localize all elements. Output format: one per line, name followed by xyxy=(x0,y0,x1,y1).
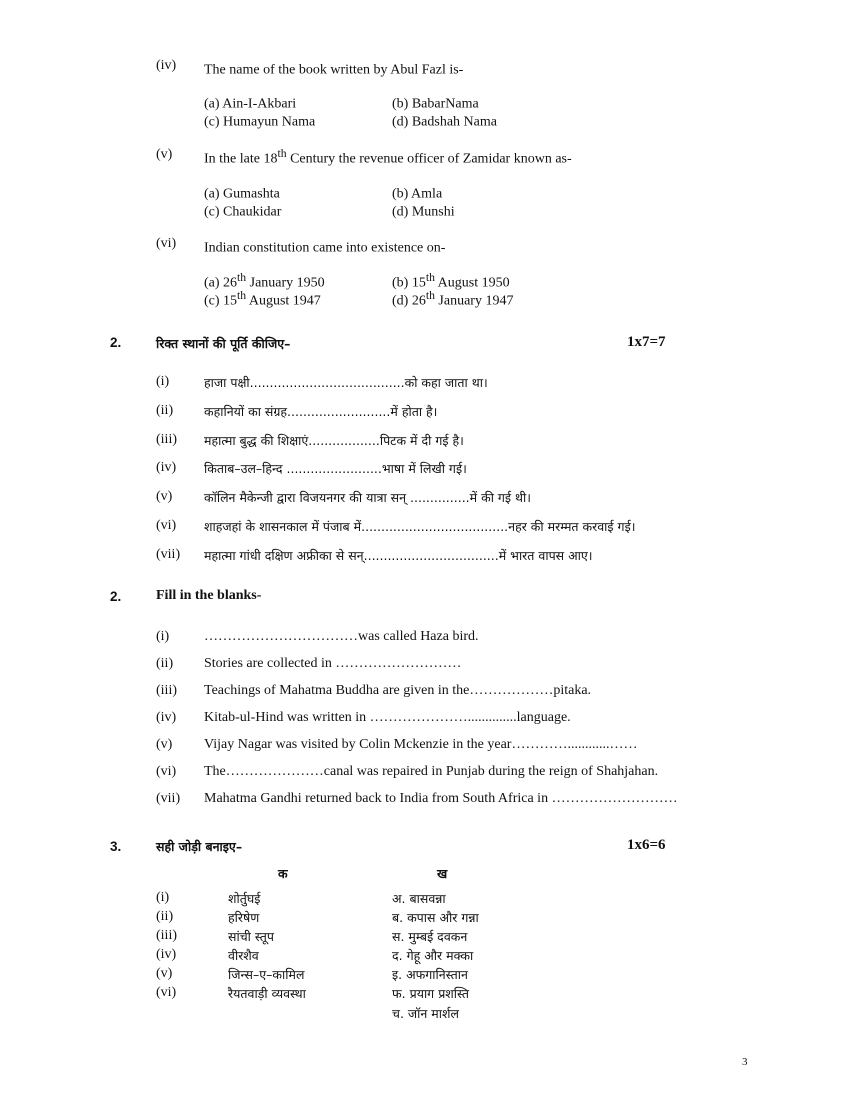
left-item: वीरशैव xyxy=(228,948,259,963)
row-number: (ii) xyxy=(156,909,174,924)
list-item-number: (iii) xyxy=(156,683,177,698)
section-title: रिक्त स्थानों की पूर्ति कीजिए– xyxy=(156,336,291,351)
right-item: द. गेहू और मक्का xyxy=(392,948,474,963)
option-b: (b) Amla xyxy=(392,186,443,202)
list-item: The…………………canal was repaired in Punjab during the reign of Shahjahan. xyxy=(204,764,659,779)
question-text: In the late 18th Century the revenue officer of Zamidar known as- xyxy=(204,147,572,167)
list-item: ……………………………was called Haza bird. xyxy=(204,629,479,644)
section-marks: 1x6=6 xyxy=(627,837,666,853)
question-number: (v) xyxy=(156,147,173,162)
page-number: 3 xyxy=(742,1056,748,1068)
option-b: (b) 15th August 1950 xyxy=(392,271,510,291)
left-item: शोर्तुघई xyxy=(228,891,261,906)
option-c: (c) Chaukidar xyxy=(204,204,282,220)
right-item: फ. प्रयाग प्रशस्ति xyxy=(392,986,470,1001)
question-number: (vi) xyxy=(156,236,177,251)
section-title: सही जोड़ी बनाइए– xyxy=(156,839,243,854)
list-item-number: (iv) xyxy=(156,460,177,475)
option-d: (d) Munshi xyxy=(392,204,455,220)
option-c: (c) Humayun Nama xyxy=(204,114,316,130)
row-number: (iii) xyxy=(156,928,177,943)
right-item: अ. बासवन्ना xyxy=(392,891,446,906)
option-a: (a) Gumashta xyxy=(204,186,280,202)
list-item: Teachings of Mahatma Buddha are given in the………………pitaka. xyxy=(204,683,592,698)
section-number: 2. xyxy=(110,589,122,604)
list-item: Kitab-ul-Hind was written in …………………..............language. xyxy=(204,710,571,725)
left-item: सांची स्तूप xyxy=(228,929,274,944)
option-c: (c) 15th August 1947 xyxy=(204,289,321,309)
left-item: हरिषेण xyxy=(228,910,260,925)
option-d: (d) 26th January 1947 xyxy=(392,289,514,309)
list-item: शाहजहां के शासनकाल में पंजाब में.....................................नहर की मरम्मत करवाई गई। xyxy=(204,519,636,534)
column-header-b: ख xyxy=(437,866,448,881)
list-item: Mahatma Gandhi returned back to India from South Africa in ……………………… xyxy=(204,791,678,806)
option-a: (a) Ain-I-Akbari xyxy=(204,96,297,112)
right-item: च. जॉन मार्शल xyxy=(392,1006,459,1021)
right-item: इ. अफगानिस्तान xyxy=(392,967,468,982)
list-item-number: (ii) xyxy=(156,403,174,418)
section-number: 3. xyxy=(110,839,122,854)
option-d: (d) Badshah Nama xyxy=(392,114,497,130)
section-title: Fill in the blanks- xyxy=(156,588,262,603)
list-item: कॉलिन मैकेन्जी द्वारा विजयनगर की यात्रा सन् ...............में की गई थी। xyxy=(204,490,532,505)
section-marks: 1x7=7 xyxy=(627,334,666,350)
list-item-number: (vi) xyxy=(156,518,177,533)
row-number: (i) xyxy=(156,890,170,905)
list-item-number: (vii) xyxy=(156,791,181,806)
list-item-number: (iii) xyxy=(156,432,177,447)
list-item-number: (vi) xyxy=(156,764,177,779)
left-item: जिन्स–ए–कामिल xyxy=(228,967,305,982)
list-item: कहानियों का संग्रह..........................में होता है। xyxy=(204,404,438,419)
right-item: ब. कपास और गन्ना xyxy=(392,910,479,925)
right-item: स. मुम्बई दवकन xyxy=(392,929,468,944)
list-item-number: (v) xyxy=(156,489,173,504)
row-number: (v) xyxy=(156,966,173,981)
list-item-number: (ii) xyxy=(156,656,174,671)
row-number: (iv) xyxy=(156,947,177,962)
list-item: Vijay Nagar was visited by Colin Mckenzie in the year…………............…… xyxy=(204,737,638,752)
list-item-number: (v) xyxy=(156,737,173,752)
question-number: (iv) xyxy=(156,58,177,73)
list-item: महात्मा बुद्ध की शिक्षाएं..................पिटक में दी गई है। xyxy=(204,433,464,448)
list-item: किताब–उल–हिन्द ........................भाषा में लिखी गई। xyxy=(204,461,467,476)
left-item: रैयतवाड़ी व्यवस्था xyxy=(228,986,306,1001)
list-item-number: (iv) xyxy=(156,710,177,725)
question-text: Indian constitution came into existence on- xyxy=(204,240,446,256)
list-item-number: (vii) xyxy=(156,547,181,562)
section-number: 2. xyxy=(110,335,122,350)
list-item-number: (i) xyxy=(156,629,170,644)
list-item: Stories are collected in ……………………… xyxy=(204,656,462,671)
question-text: The name of the book written by Abul Fazl is- xyxy=(204,62,464,78)
list-item-number: (i) xyxy=(156,374,170,389)
column-header-a: क xyxy=(278,866,288,881)
row-number: (vi) xyxy=(156,985,177,1000)
list-item: हाजा पक्षी.......................................को कहा जाता था। xyxy=(204,375,488,390)
option-a: (a) 26th January 1950 xyxy=(204,271,325,291)
list-item: महात्मा गांधी दक्षिण अफ्रीका से सन्..................................में भारत वापस आए। xyxy=(204,548,593,563)
option-b: (b) BabarNama xyxy=(392,96,479,112)
